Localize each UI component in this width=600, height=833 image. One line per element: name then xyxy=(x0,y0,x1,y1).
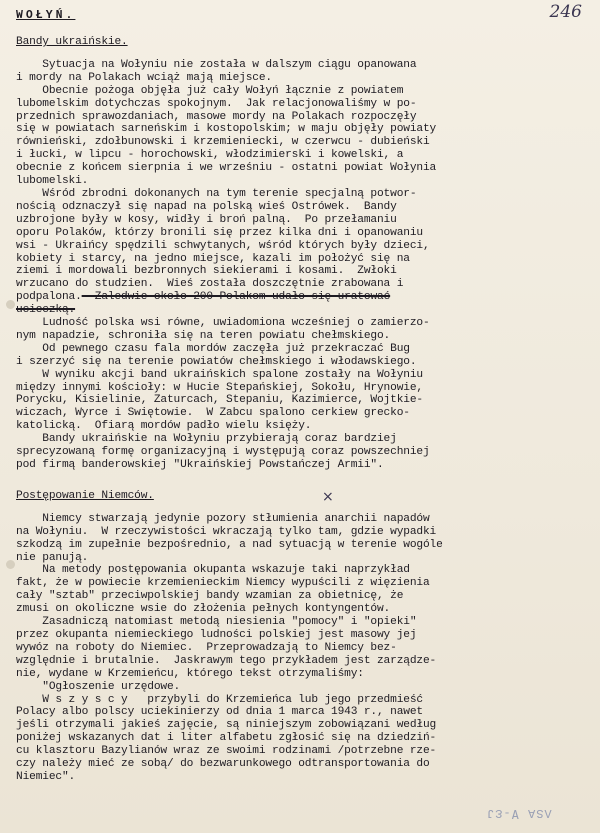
text-line: szkodzą im zupełnie bezpośrednio, a nad sytuacją w terenie wogóle xyxy=(16,538,443,551)
text-line: równieński, zdołbunowski i krzemieniecki, w czerwcu - dubieński xyxy=(16,136,430,149)
text-line: cu klasztoru Bazylianów wraz ze swoimi rodzinami /potrzebne rze- xyxy=(16,745,437,758)
text-line: zmusi on okoliczne wsie do złożenia pełnych kontyngentów. xyxy=(16,603,391,616)
text-line: przednich sprawozdaniach, masowe mordy na Polakach rozpoczęły xyxy=(16,110,417,123)
header-row xyxy=(16,2,588,26)
text-line: nie panują. xyxy=(16,551,89,564)
section-body-bandy-continued xyxy=(16,317,588,472)
punch-hole xyxy=(6,560,15,569)
text-line: między innymi kościoły: w Hucie Stepańskiej, Sokołu, Hrynowie, xyxy=(16,381,423,394)
text-line: Porycku, Kisielinie, Zaturcach, Stepaniu, Kazimierce, Wojtkie- xyxy=(16,394,423,407)
text-line: fakt, że w powiecie krzemienieckim Niemcy wypuścili z więzienia xyxy=(16,577,430,590)
handwritten-cross-mark: × xyxy=(322,489,334,505)
text-line: na Wołyniu. W rzeczywistości wkraczają tylko tam, gdzie wypadki xyxy=(16,525,437,538)
typed-text xyxy=(16,2,588,784)
page-number: 246 xyxy=(549,2,582,22)
text-line: ziemi i mordowali bezbronnych siekierami i kosami. Zwłoki xyxy=(16,265,397,278)
text-line: wywóz na roboty do Niemiec. Przeprowadzają to Niemcy bez- xyxy=(16,641,397,654)
text-line: wrzucano do studzien. Wieś została doszczętnie zrabowana i xyxy=(16,278,404,291)
text-line: W s z y s c y przybyli do Krzemieńca lub jego przedmieść xyxy=(16,693,423,706)
text-line: czy należy mieć ze sobą/ do bezwarunkowego odtransportowania do xyxy=(16,758,430,771)
text-line: Sytuacja na Wołyniu nie została w dalszym ciągu opanowana xyxy=(16,58,417,71)
text-line: nością odznaczył się napad na polską wieś Ostrówek. Bandy xyxy=(16,200,397,213)
text-line: nym napadzie, schroniła się na teren powiatu chełmskiego. xyxy=(16,329,391,342)
text-line: jeśli otrzymali jakieś zajęcie, są niniejszym zobowiązani według xyxy=(16,719,437,732)
text-line: lubomelski. xyxy=(16,175,89,188)
text-line: pod firmą banderowskiej "Ukraińskiej Powstańczej Armii". xyxy=(16,459,384,471)
text-line: wiczach, Wyrce i Swiętowie. W Zabcu spalono cerkiew grecko- xyxy=(16,407,410,420)
document-title: WOŁYŃ. xyxy=(16,9,76,22)
section-heading-bandy: Bandy ukraińskie. xyxy=(16,36,128,48)
section-heading-postepowanie: Postępowanie Niemców. xyxy=(16,489,154,502)
text-line: wsi - Ukraińcy spędzili schwytanych, wśród których były dzieci, xyxy=(16,239,430,252)
section-body-postepowanie xyxy=(16,513,588,784)
line-podpalona: podpalona. xyxy=(16,291,82,304)
text-line: kobiety i starcy, na jedno miejsce, kazali im położyć się na xyxy=(16,252,410,265)
text-line: Na metody postępowania okupanta wskazuje taki naprzykład xyxy=(16,564,410,577)
text-line: i mordy na Polakach wciąż mają miejsce. xyxy=(16,71,272,84)
text-line: "Ogłoszenie urzędowe. xyxy=(16,680,181,693)
text-line: sprecyzowaną formę organizacyjną i występują coraz powszechniej xyxy=(16,446,430,459)
text-line: Bandy ukraińskie na Wołyniu przybierają coraz bardziej xyxy=(16,433,397,446)
text-line: obecnie z końcem sierpnia i we wrześniu - ostatni powiat Wołynia xyxy=(16,162,437,175)
text-line: cały "sztab" przeciwpolskiej bandy wzamian za obietnicę, że xyxy=(16,590,404,603)
struck-text-continuation: ucieczką. xyxy=(16,304,76,317)
text-line: oporu Polaków, którzy bronili się przez kilka dni i opanowaniu xyxy=(16,226,423,239)
text-line: względnie i brutalnie. Jaskrawym tego przykładem jest zarządze- xyxy=(16,654,437,667)
text-line: się w powiatach sarneńskim i kostopolskim; w maju objęły powiaty xyxy=(16,123,437,136)
text-line: przez okupanta niemieckiego ludności polskiej jest masowy jej xyxy=(16,628,417,641)
section-body-bandy xyxy=(16,59,588,291)
archive-stamp: ɅSA Ɐ-ƐJ xyxy=(486,806,552,820)
text-line: poniżej wskazanych dat i liter alfabetu zgłosić się na dziedziń- xyxy=(16,732,437,745)
text-line: uzbrojone były w kosy, widły i broń palną. Po przełamaniu xyxy=(16,213,397,226)
text-line: lubomelskim dotychczas spokojnym. Jak relacjonowaliśmy w po- xyxy=(16,97,417,110)
text-line: nie, wydane w Krzemieńcu, którego tekst otrzymaliśmy: xyxy=(16,667,364,680)
text-line: i łucki, w lipcu - horochowski, włodzimierski i kowelski, a xyxy=(16,149,404,162)
struck-text: Zaledwie około 200 Polakom udało się uratować xyxy=(81,291,391,304)
text-line: katolicką. Ofiarą mordów padło wielu księży. xyxy=(16,420,312,433)
text-line: Zasadniczą natomiast metodą niesienia "pomocy" i "opieki" xyxy=(16,616,417,629)
struck-line xyxy=(16,291,588,304)
text-line: Od pewnego czasu fala mordów zaczęła już przekraczać Bug xyxy=(16,342,410,355)
text-line: Polacy albo polscy uciekinierzy od dnia 1 marca 1943 r., nawet xyxy=(16,706,423,719)
text-line: Obecnie pożoga objęła już cały Wołyń łącznie z powiatem xyxy=(16,84,404,97)
text-line: W wyniku akcji band ukraińskich spalone zostały na Wołyniu xyxy=(16,368,423,381)
punch-hole xyxy=(6,300,15,309)
text-line: Wśród zbrodni dokonanych na tym terenie specjalną potwor- xyxy=(16,187,417,200)
text-line: Niemiec". xyxy=(16,770,76,783)
text-line: i szerzyć się na terenie powiatów chełmskiego i włodawskiego. xyxy=(16,355,417,368)
text-line: Niemcy stwarzają jedynie pozory stłumienia anarchii napadów xyxy=(16,512,430,525)
text-line: Ludność polska wsi równe, uwiadomiona wcześniej o zamierzo- xyxy=(16,317,430,330)
